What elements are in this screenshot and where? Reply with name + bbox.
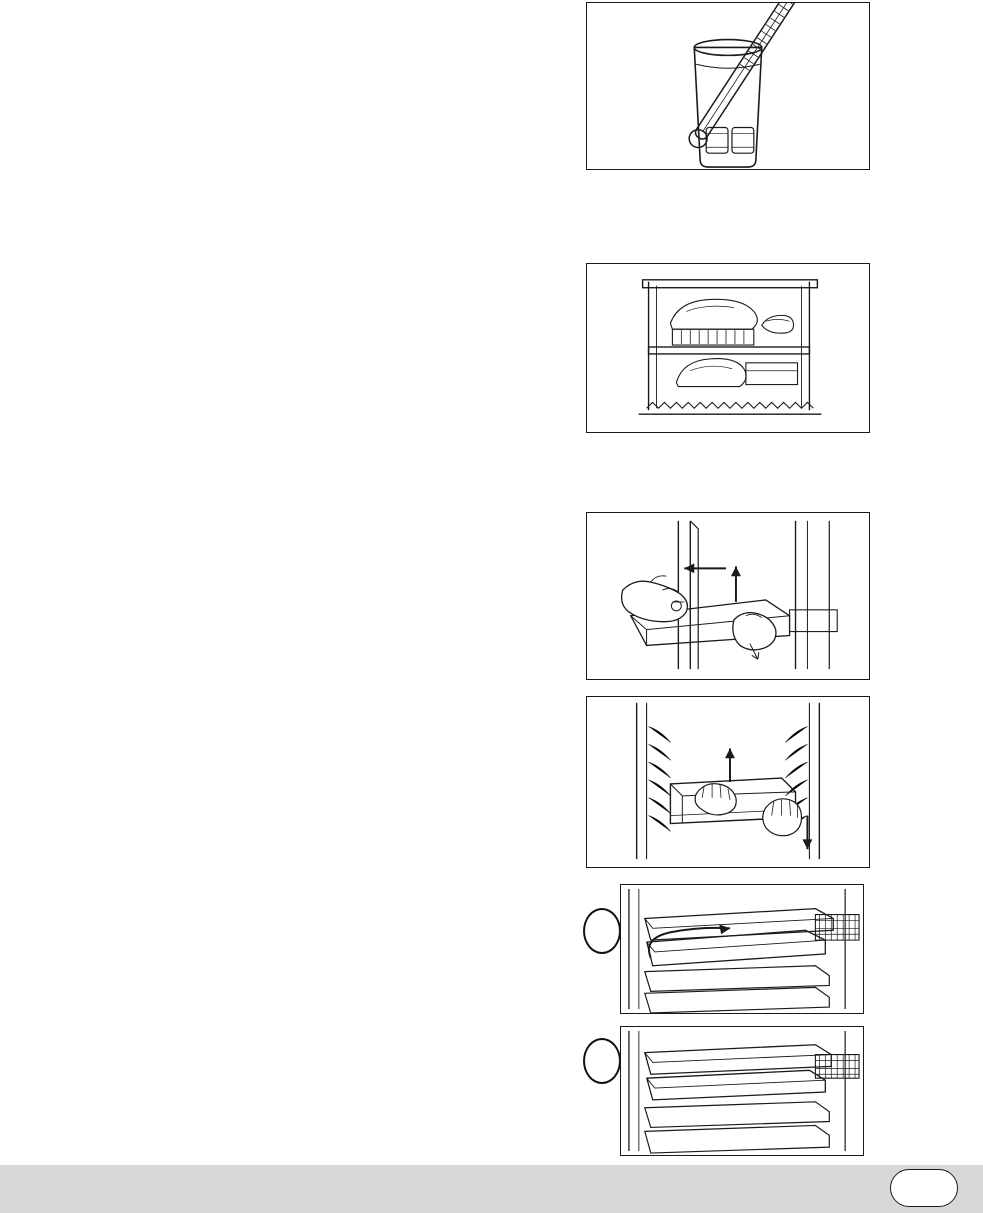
hand-removing-shelf-icon [587,513,869,679]
figure-thermometer-in-water-glass [586,2,870,170]
footer-band [0,1165,983,1213]
figure-freezer-compartment-with-food [586,263,870,433]
freezer-shelf-icon [587,264,869,432]
door-balcony-step2-icon [621,1027,863,1155]
step-marker-2 [583,1038,621,1084]
figure-door-balcony-rotate-step-1 [620,884,864,1014]
repositioning-shelf-icon [587,697,869,867]
footer-page-badge [890,1169,958,1207]
door-balcony-step1-icon [621,885,863,1013]
figure-door-balcony-rotate-step-2 [620,1026,864,1156]
thermometer-in-glass-icon [587,3,869,169]
step-marker-1 [583,908,621,954]
figure-hand-removing-door-shelf [586,512,870,680]
figure-two-hands-repositioning-shelf [586,696,870,868]
